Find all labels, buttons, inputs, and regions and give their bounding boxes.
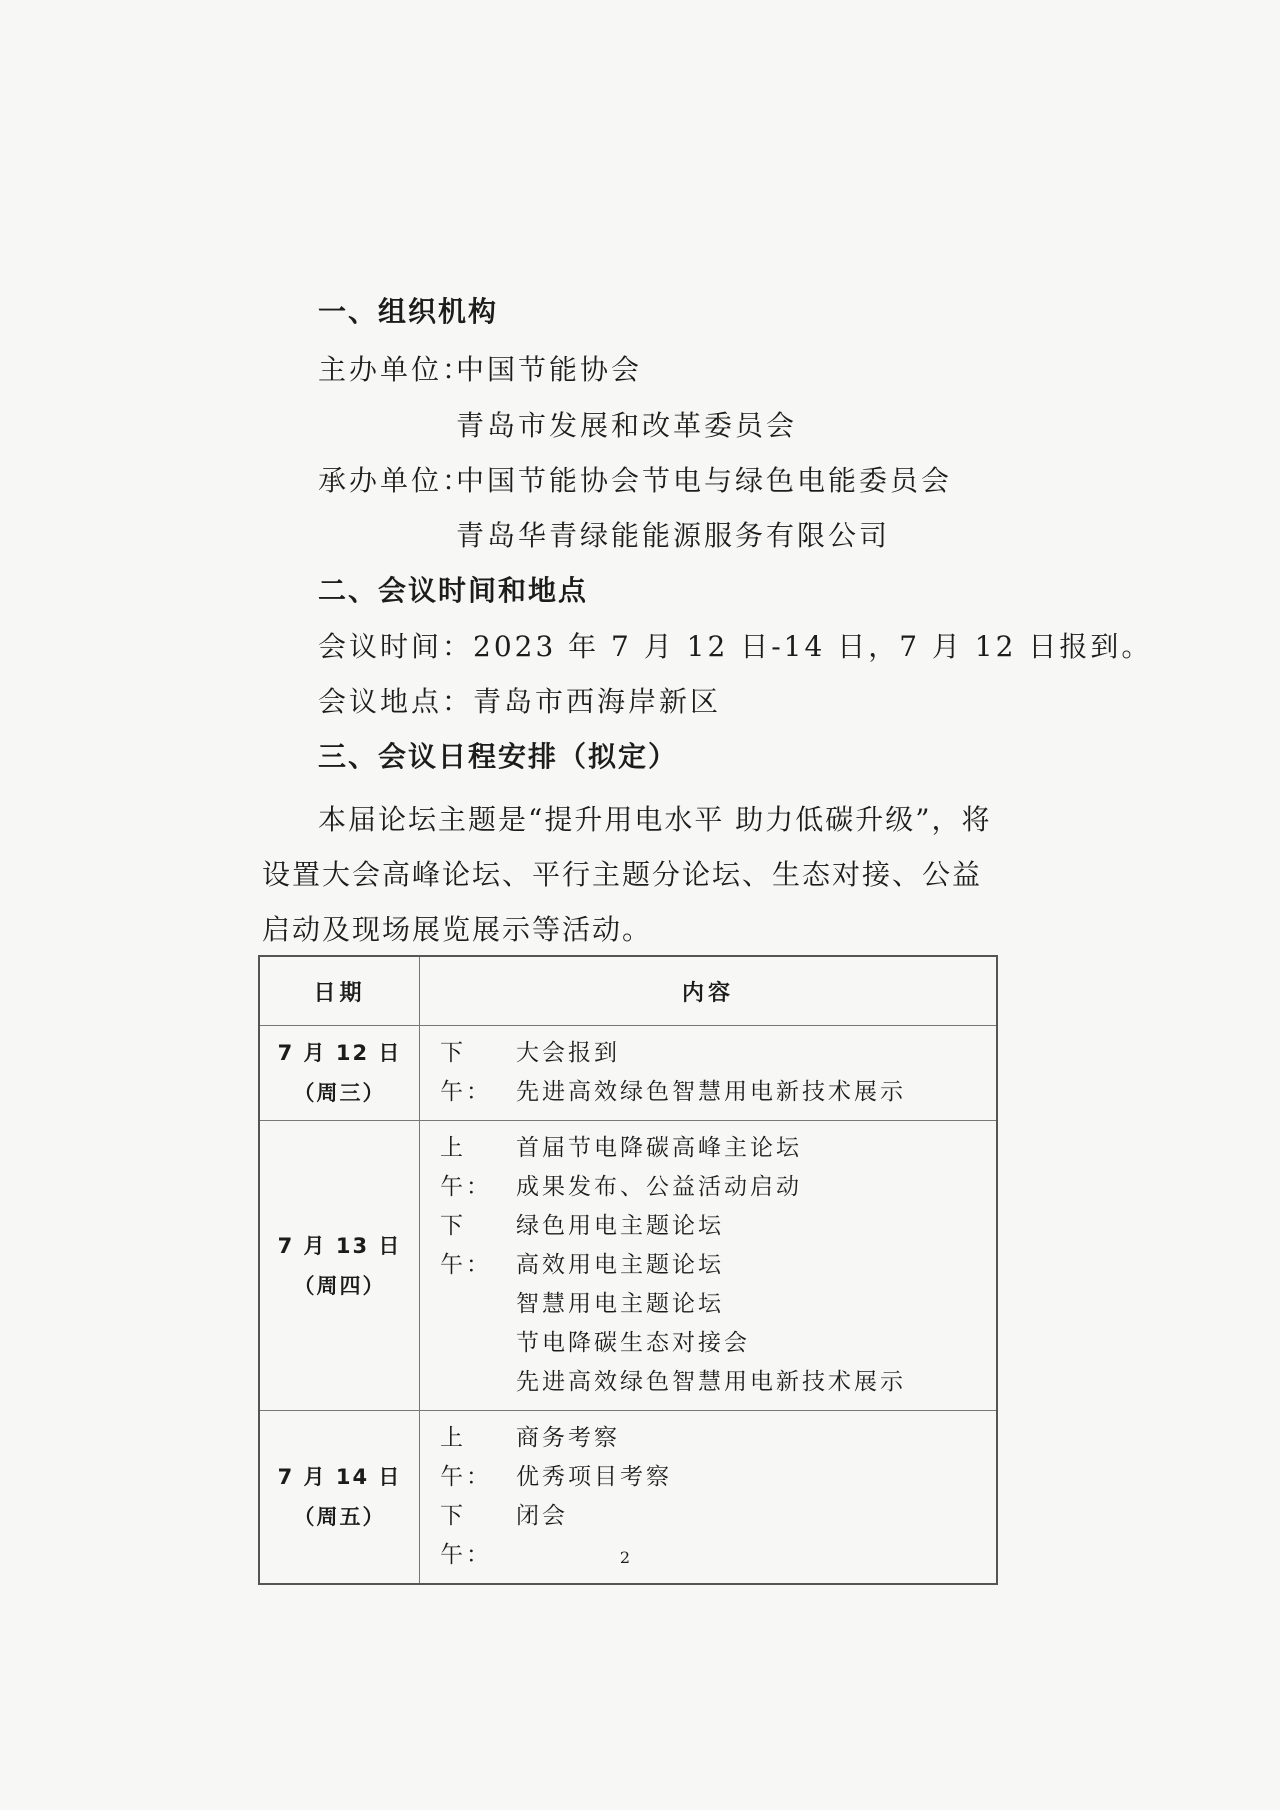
period-block (440, 1207, 996, 1402)
schedule-item: 优秀项目考察 (516, 1464, 672, 1490)
table-row (259, 1026, 997, 1121)
schedule-item: 先进高效绿色智慧用电新技术展示 (516, 1369, 906, 1395)
date-cell (259, 1026, 420, 1121)
row-date: 7 月 13 日 (277, 1233, 402, 1258)
section-heading-schedule: 三、会议日程安排（拟定） (318, 740, 679, 773)
table-row (259, 1121, 997, 1411)
row-weekday: （周四） (293, 1273, 386, 1298)
schedule-item: 闭会 (516, 1503, 568, 1529)
section-heading-time-place: 二、会议时间和地点 (318, 574, 589, 607)
period-block (440, 1419, 996, 1497)
period-label: 下午： (440, 1503, 492, 1568)
period-block (440, 1034, 996, 1112)
organizer-1: 中国节能协会节电与绿色电能委员会 (456, 464, 953, 497)
period-label: 上午： (440, 1135, 492, 1200)
meeting-time: 会议时间：2023 年 7 月 12 日-14 日，7 月 12 日报到。 (318, 630, 1153, 663)
period-label: 下午： (440, 1040, 492, 1105)
table-header-row (259, 956, 997, 1026)
schedule-item: 先进高效绿色智慧用电新技术展示 (516, 1079, 906, 1105)
organizer-label: 承办单位： (318, 464, 474, 497)
period-block (440, 1129, 996, 1207)
schedule-item: 商务考察 (516, 1425, 620, 1451)
row-weekday: （周五） (293, 1505, 386, 1529)
meeting-place: 会议地点：青岛市西海岸新区 (318, 685, 722, 718)
schedule-item: 高效用电主题论坛 (516, 1252, 724, 1278)
host-label: 主办单位： (318, 353, 474, 386)
header-content: 内容 (420, 956, 998, 1026)
row-date: 7 月 12 日 (277, 1041, 402, 1065)
page-number: 2 (619, 1548, 631, 1567)
row-date: 7 月 14 日 (277, 1465, 402, 1489)
period-label: 上午： (440, 1425, 492, 1490)
section-heading-org: 一、组织机构 (318, 295, 499, 328)
organizer-2: 青岛华青绿能能源服务有限公司 (456, 519, 891, 552)
date-cell (259, 1121, 420, 1411)
schedule-item: 节电降碳生态对接会 (516, 1330, 750, 1356)
schedule-item: 智慧用电主题论坛 (516, 1291, 724, 1317)
schedule-table (258, 955, 998, 1585)
period-label: 下午： (440, 1213, 492, 1278)
schedule-item: 大会报到 (516, 1040, 620, 1066)
schedule-intro-paragraph: 本届论坛主题是“提升用电水平 助力低碳升级”，将设置大会高峰论坛、平行主题分论坛、生态对接、公益启动及现场展览展示等活动。 (262, 803, 992, 946)
header-date: 日期 (259, 956, 420, 1026)
schedule-item: 首届节电降碳高峰主论坛 (516, 1135, 802, 1161)
content-cell (420, 1026, 998, 1121)
schedule-item: 绿色用电主题论坛 (516, 1213, 724, 1239)
content-cell (420, 1121, 998, 1411)
host-2: 青岛市发展和改革委员会 (456, 409, 798, 442)
row-weekday: （周三） (293, 1081, 386, 1105)
host-1: 中国节能协会 (456, 353, 643, 386)
schedule-item: 成果发布、公益活动启动 (516, 1174, 802, 1200)
